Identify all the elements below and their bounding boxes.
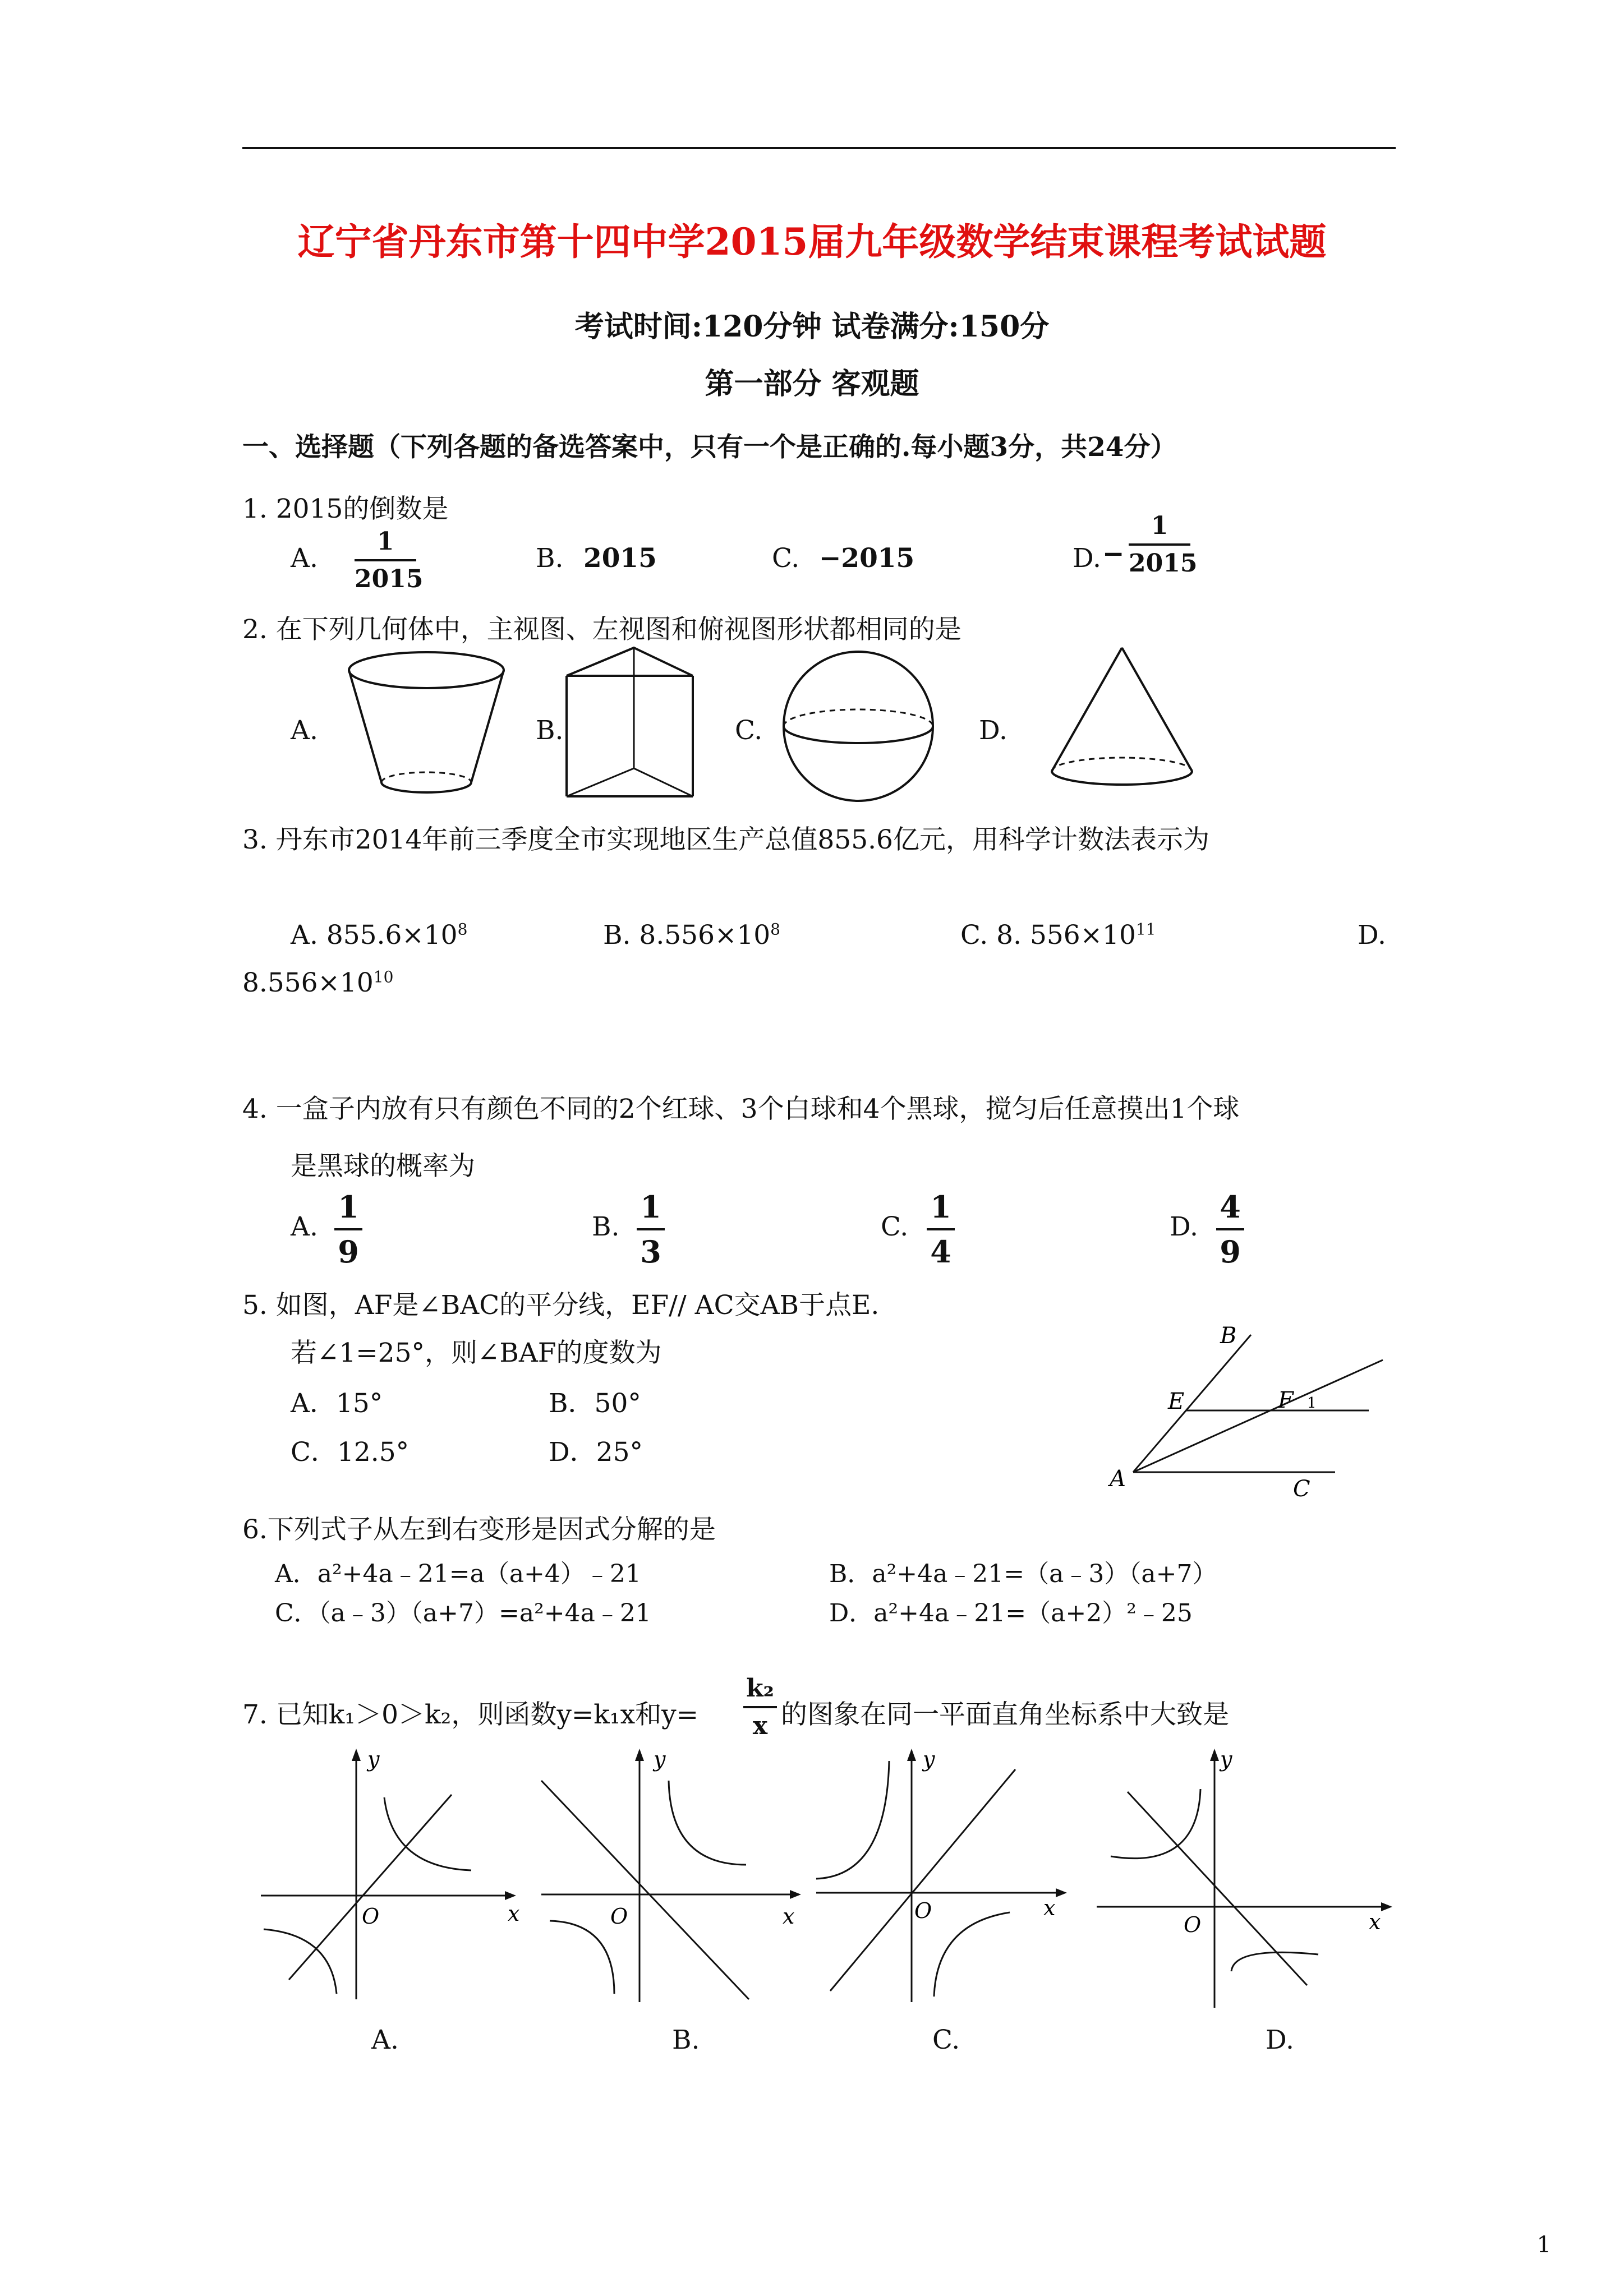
q4-option-a-label: A. bbox=[291, 1211, 318, 1242]
q3-c-base: C. 8. 556×10 bbox=[960, 920, 1136, 951]
q4-option-d-label: D. bbox=[1170, 1211, 1198, 1242]
q5-label-F: F bbox=[1278, 1387, 1294, 1413]
q7-graph-d bbox=[1094, 1744, 1397, 2008]
page-number: 1 bbox=[1536, 2232, 1551, 2258]
q3-option-b bbox=[603, 920, 780, 951]
q2-option-d-label: D. bbox=[979, 715, 1007, 746]
q1-d-numerator: 1 bbox=[1151, 511, 1168, 540]
q5-label-angle1: 1 bbox=[1307, 1395, 1317, 1412]
q1-a-denominator: 2015 bbox=[355, 565, 424, 593]
q7-c-y-label: y bbox=[923, 1747, 935, 1772]
q1-option-b-label: B. bbox=[536, 543, 564, 574]
q7-frac-numerator: k₂ bbox=[746, 1674, 774, 1703]
q3-stem: 3. 丹东市2014年前三季度全市实现地区生产总值855.6亿元，用科学计数法表示为 bbox=[242, 824, 1209, 855]
q6-option-a: A．a²+4a﹣21=a（a+4）﹣21 bbox=[275, 1560, 641, 1588]
q7-graph-c bbox=[813, 1744, 1077, 2008]
header-rule bbox=[242, 147, 1396, 149]
q3-c-exp: 11 bbox=[1135, 920, 1156, 939]
q5-label-B: B bbox=[1220, 1324, 1237, 1349]
q4-stem-line1: 4. 一盒子内放有只有颜色不同的2个红球、3个白球和4个黑球，搅匀后任意摸出1个球 bbox=[242, 1094, 1240, 1124]
q3-a-exp: 8 bbox=[457, 920, 468, 939]
q2-option-c-label: C. bbox=[735, 715, 763, 746]
q1-a-numerator: 1 bbox=[376, 527, 394, 556]
q5-option-a: A．15° bbox=[291, 1388, 383, 1419]
q7-b-x-label: x bbox=[783, 1904, 795, 1929]
q3-option-d-label: D. bbox=[1358, 920, 1386, 951]
q4-a-denominator: 9 bbox=[338, 1234, 359, 1270]
q4-a-numerator: 1 bbox=[338, 1189, 359, 1225]
q1-d-minus: − bbox=[1102, 538, 1125, 569]
q7-graph-a bbox=[258, 1744, 522, 2008]
q2-figure-frustum bbox=[337, 645, 516, 802]
q4-option-b-fraction bbox=[637, 1189, 665, 1270]
q5-label-A: A bbox=[1110, 1466, 1126, 1492]
q1-option-d-label: D. bbox=[1073, 543, 1101, 574]
q5-label-E: E bbox=[1168, 1389, 1185, 1414]
q2-figure-triangular-prism bbox=[561, 645, 707, 808]
q5-option-c: C．12.5° bbox=[291, 1437, 410, 1468]
q7-a-x-label: x bbox=[508, 1901, 520, 1926]
q5-stem-line1: 5. 如图，AF是∠BAC的平分线，EF// AC交AB于点E. bbox=[242, 1290, 880, 1321]
q3-a-base: A. 855.6×10 bbox=[291, 920, 458, 951]
q1-option-c-label: C. bbox=[772, 543, 800, 574]
q7-d-origin-label: O bbox=[1184, 1912, 1202, 1937]
q1-option-b-value: 2015 bbox=[583, 543, 657, 574]
q3-option-c bbox=[960, 920, 1156, 951]
q1-option-c-value: −2015 bbox=[819, 543, 915, 574]
q2-figure-sphere bbox=[777, 645, 940, 808]
q7-d-y-label: y bbox=[1220, 1747, 1232, 1772]
q7-stem-pre: 7. 已知k₁＞0＞k₂，则函数y=k₁x和y= bbox=[242, 1699, 699, 1730]
q3-d-base: 8.556×10 bbox=[242, 967, 374, 998]
q7-b-y-label: y bbox=[654, 1747, 666, 1772]
q4-option-a-fraction bbox=[334, 1189, 362, 1270]
q3-option-d-value bbox=[242, 967, 393, 998]
q5-geometry-figure bbox=[1099, 1324, 1397, 1503]
q7-option-d-label: D. bbox=[1266, 2025, 1294, 2055]
q4-option-b-label: B. bbox=[592, 1211, 620, 1242]
q6-stem: 6.下列式子从左到右变形是因式分解的是 bbox=[242, 1514, 716, 1545]
q7-d-x-label: x bbox=[1369, 1910, 1381, 1934]
q4-option-c-label: C. bbox=[881, 1211, 909, 1242]
q3-b-exp: 8 bbox=[770, 920, 780, 939]
q5-label-C: C bbox=[1293, 1476, 1310, 1502]
page-title: 辽宁省丹东市第十四中学2015届九年级数学结束课程考试试题 bbox=[297, 220, 1327, 264]
q1-option-d-fraction bbox=[1129, 511, 1198, 578]
q4-option-c-fraction bbox=[927, 1189, 955, 1270]
q4-b-numerator: 1 bbox=[640, 1189, 661, 1225]
q7-b-origin-label: O bbox=[610, 1904, 628, 1929]
q7-a-y-label: y bbox=[367, 1747, 380, 1772]
q7-option-a-label: A. bbox=[371, 2025, 399, 2055]
q4-c-denominator: 4 bbox=[930, 1234, 951, 1270]
q2-stem: 2. 在下列几何体中，主视图、左视图和俯视图形状都相同的是 bbox=[242, 614, 961, 645]
q7-c-x-label: x bbox=[1043, 1896, 1056, 1920]
q5-option-b: B．50° bbox=[549, 1388, 641, 1419]
q5-option-d: D．25° bbox=[549, 1437, 643, 1468]
q7-fraction bbox=[743, 1674, 777, 1740]
q4-stem-line2: 是黑球的概率为 bbox=[291, 1151, 475, 1182]
q1-stem: 1. 2015的倒数是 bbox=[242, 494, 449, 524]
q7-frac-denominator: x bbox=[752, 1712, 768, 1740]
q7-a-origin-label: O bbox=[362, 1904, 380, 1929]
q6-option-c: C．（a﹣3）（a+7）=a²+4a﹣21 bbox=[275, 1599, 651, 1628]
q7-option-c-label: C. bbox=[932, 2025, 960, 2055]
q5-stem-line2: 若∠1=25°，则∠BAF的度数为 bbox=[291, 1338, 662, 1368]
q4-b-denominator: 3 bbox=[640, 1234, 661, 1270]
q4-option-d-fraction bbox=[1216, 1189, 1244, 1270]
q1-option-a-label: A. bbox=[291, 543, 318, 574]
part-title: 第一部分 客观题 bbox=[705, 367, 919, 401]
q4-d-denominator: 9 bbox=[1220, 1234, 1241, 1270]
q2-option-b-label: B. bbox=[536, 715, 564, 746]
q3-d-exp: 10 bbox=[373, 967, 394, 986]
q3-option-a bbox=[291, 920, 467, 951]
section-heading: 一、选择题（下列各题的备选答案中，只有一个是正确的.每小题3分，共24分） bbox=[242, 432, 1177, 463]
q1-option-a-fraction bbox=[355, 527, 424, 593]
q7-stem-post: 的图象在同一平面直角坐标系中大致是 bbox=[781, 1699, 1229, 1730]
q4-d-numerator: 4 bbox=[1220, 1189, 1241, 1225]
q2-figure-cone bbox=[1043, 645, 1200, 802]
q7-c-origin-label: O bbox=[914, 1898, 932, 1923]
exam-info: 考试时间:120分钟 试卷满分:150分 bbox=[574, 310, 1050, 344]
q6-option-d: D．a²+4a﹣21=（a+2）²﹣25 bbox=[829, 1599, 1193, 1628]
q3-b-base: B. 8.556×10 bbox=[603, 920, 771, 951]
q6-option-b: B．a²+4a﹣21=（a﹣3）（a+7） bbox=[829, 1560, 1217, 1588]
q7-option-b-label: B. bbox=[672, 2025, 700, 2055]
q2-option-a-label: A. bbox=[291, 715, 318, 746]
q1-d-denominator: 2015 bbox=[1129, 549, 1198, 578]
q4-c-numerator: 1 bbox=[930, 1189, 951, 1225]
q7-graph-b bbox=[539, 1744, 808, 2008]
